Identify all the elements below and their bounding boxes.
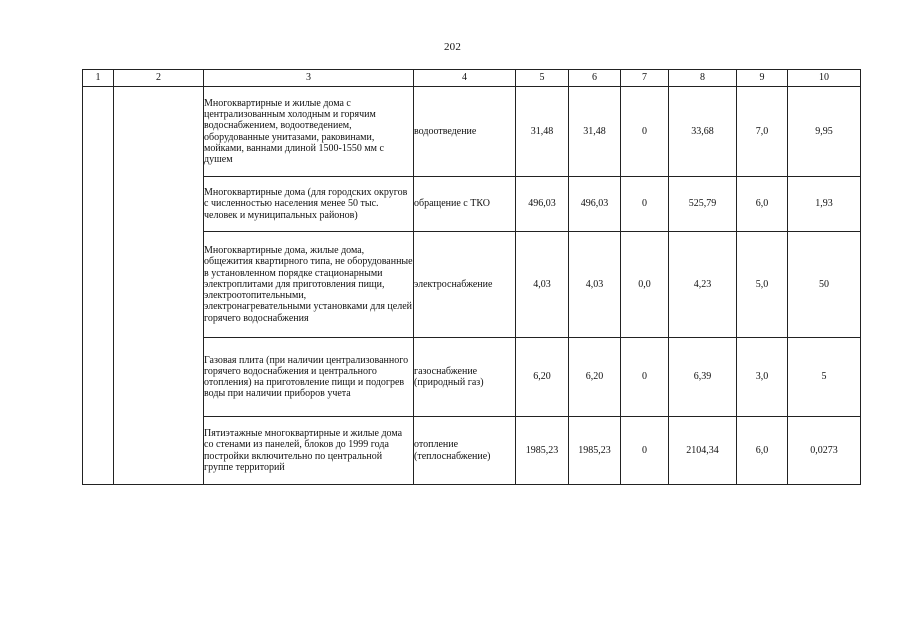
cell-col10: 1,93 bbox=[788, 177, 861, 232]
cell-description: Многоквартирные и жилые дома с централизованным холодным и горячим водоснабжением, водоотведением, оборудованные унитазами, раковинами, мойками, ваннами длиной 1500-1550 мм с душем bbox=[204, 87, 414, 177]
cell-service: электроснабжение bbox=[414, 232, 516, 338]
cell-col10: 9,95 bbox=[788, 87, 861, 177]
cell-service: водоотведение bbox=[414, 87, 516, 177]
table-row bbox=[83, 87, 861, 177]
cell-col7: 0 bbox=[621, 417, 669, 485]
cell-col9: 6,0 bbox=[737, 417, 788, 485]
cell-col5: 496,03 bbox=[516, 177, 569, 232]
cell-col6: 496,03 bbox=[569, 177, 621, 232]
cell-col9: 3,0 bbox=[737, 338, 788, 417]
cell-col8: 2104,34 bbox=[669, 417, 737, 485]
column-header-8: 8 bbox=[669, 70, 737, 87]
column-header-3: 3 bbox=[204, 70, 414, 87]
cell-description: Пятиэтажные многоквартирные и жилые дома со стенами из панелей, блоков до 1999 года постройки включительно по центральной группе территорий bbox=[204, 417, 414, 485]
cell-col1-empty bbox=[83, 87, 114, 485]
cell-col7: 0 bbox=[621, 177, 669, 232]
cell-col7: 0,0 bbox=[621, 232, 669, 338]
column-header-6: 6 bbox=[569, 70, 621, 87]
cell-col10: 0,0273 bbox=[788, 417, 861, 485]
column-header-1: 1 bbox=[83, 70, 114, 87]
cell-col10: 50 bbox=[788, 232, 861, 338]
cell-col8: 525,79 bbox=[669, 177, 737, 232]
cell-col10: 5 bbox=[788, 338, 861, 417]
column-header-4: 4 bbox=[414, 70, 516, 87]
cell-service: обращение с ТКО bbox=[414, 177, 516, 232]
page-number: 202 bbox=[443, 41, 462, 53]
cell-description: Многоквартирные дома (для городских округов с численностью населения менее 50 тыс. человек и муниципальных районов) bbox=[204, 177, 414, 232]
column-header-10: 10 bbox=[788, 70, 861, 87]
cell-col9: 7,0 bbox=[737, 87, 788, 177]
tariff-table bbox=[82, 69, 861, 485]
cell-col9: 5,0 bbox=[737, 232, 788, 338]
cell-col9: 6,0 bbox=[737, 177, 788, 232]
cell-col5: 31,48 bbox=[516, 87, 569, 177]
cell-col5: 1985,23 bbox=[516, 417, 569, 485]
cell-col8: 33,68 bbox=[669, 87, 737, 177]
cell-col5: 4,03 bbox=[516, 232, 569, 338]
cell-col6: 6,20 bbox=[569, 338, 621, 417]
cell-col8: 4,23 bbox=[669, 232, 737, 338]
cell-service: газоснабжение (природный газ) bbox=[414, 338, 516, 417]
cell-col6: 1985,23 bbox=[569, 417, 621, 485]
header-row bbox=[83, 70, 861, 87]
cell-col7: 0 bbox=[621, 87, 669, 177]
cell-description: Газовая плита (при наличии централизованного горячего водоснабжения и центрального отопления) на приготовление пищи и подогрев воды при наличии приборов учета bbox=[204, 338, 414, 417]
cell-col6: 31,48 bbox=[569, 87, 621, 177]
cell-col6: 4,03 bbox=[569, 232, 621, 338]
cell-description: Многоквартирные дома, жилые дома, общежития квартирного типа, не оборудованные в установленном порядке стационарными электроплитами для приготовления пищи, электроотопительными, электронагревательными установками для целей горячего водоснабжения bbox=[204, 232, 414, 338]
cell-col8: 6,39 bbox=[669, 338, 737, 417]
column-header-5: 5 bbox=[516, 70, 569, 87]
cell-col2-empty bbox=[114, 87, 204, 485]
cell-service: отопление (теплоснабжение) bbox=[414, 417, 516, 485]
column-header-7: 7 bbox=[621, 70, 669, 87]
column-header-9: 9 bbox=[737, 70, 788, 87]
cell-col7: 0 bbox=[621, 338, 669, 417]
cell-col5: 6,20 bbox=[516, 338, 569, 417]
column-header-2: 2 bbox=[114, 70, 204, 87]
